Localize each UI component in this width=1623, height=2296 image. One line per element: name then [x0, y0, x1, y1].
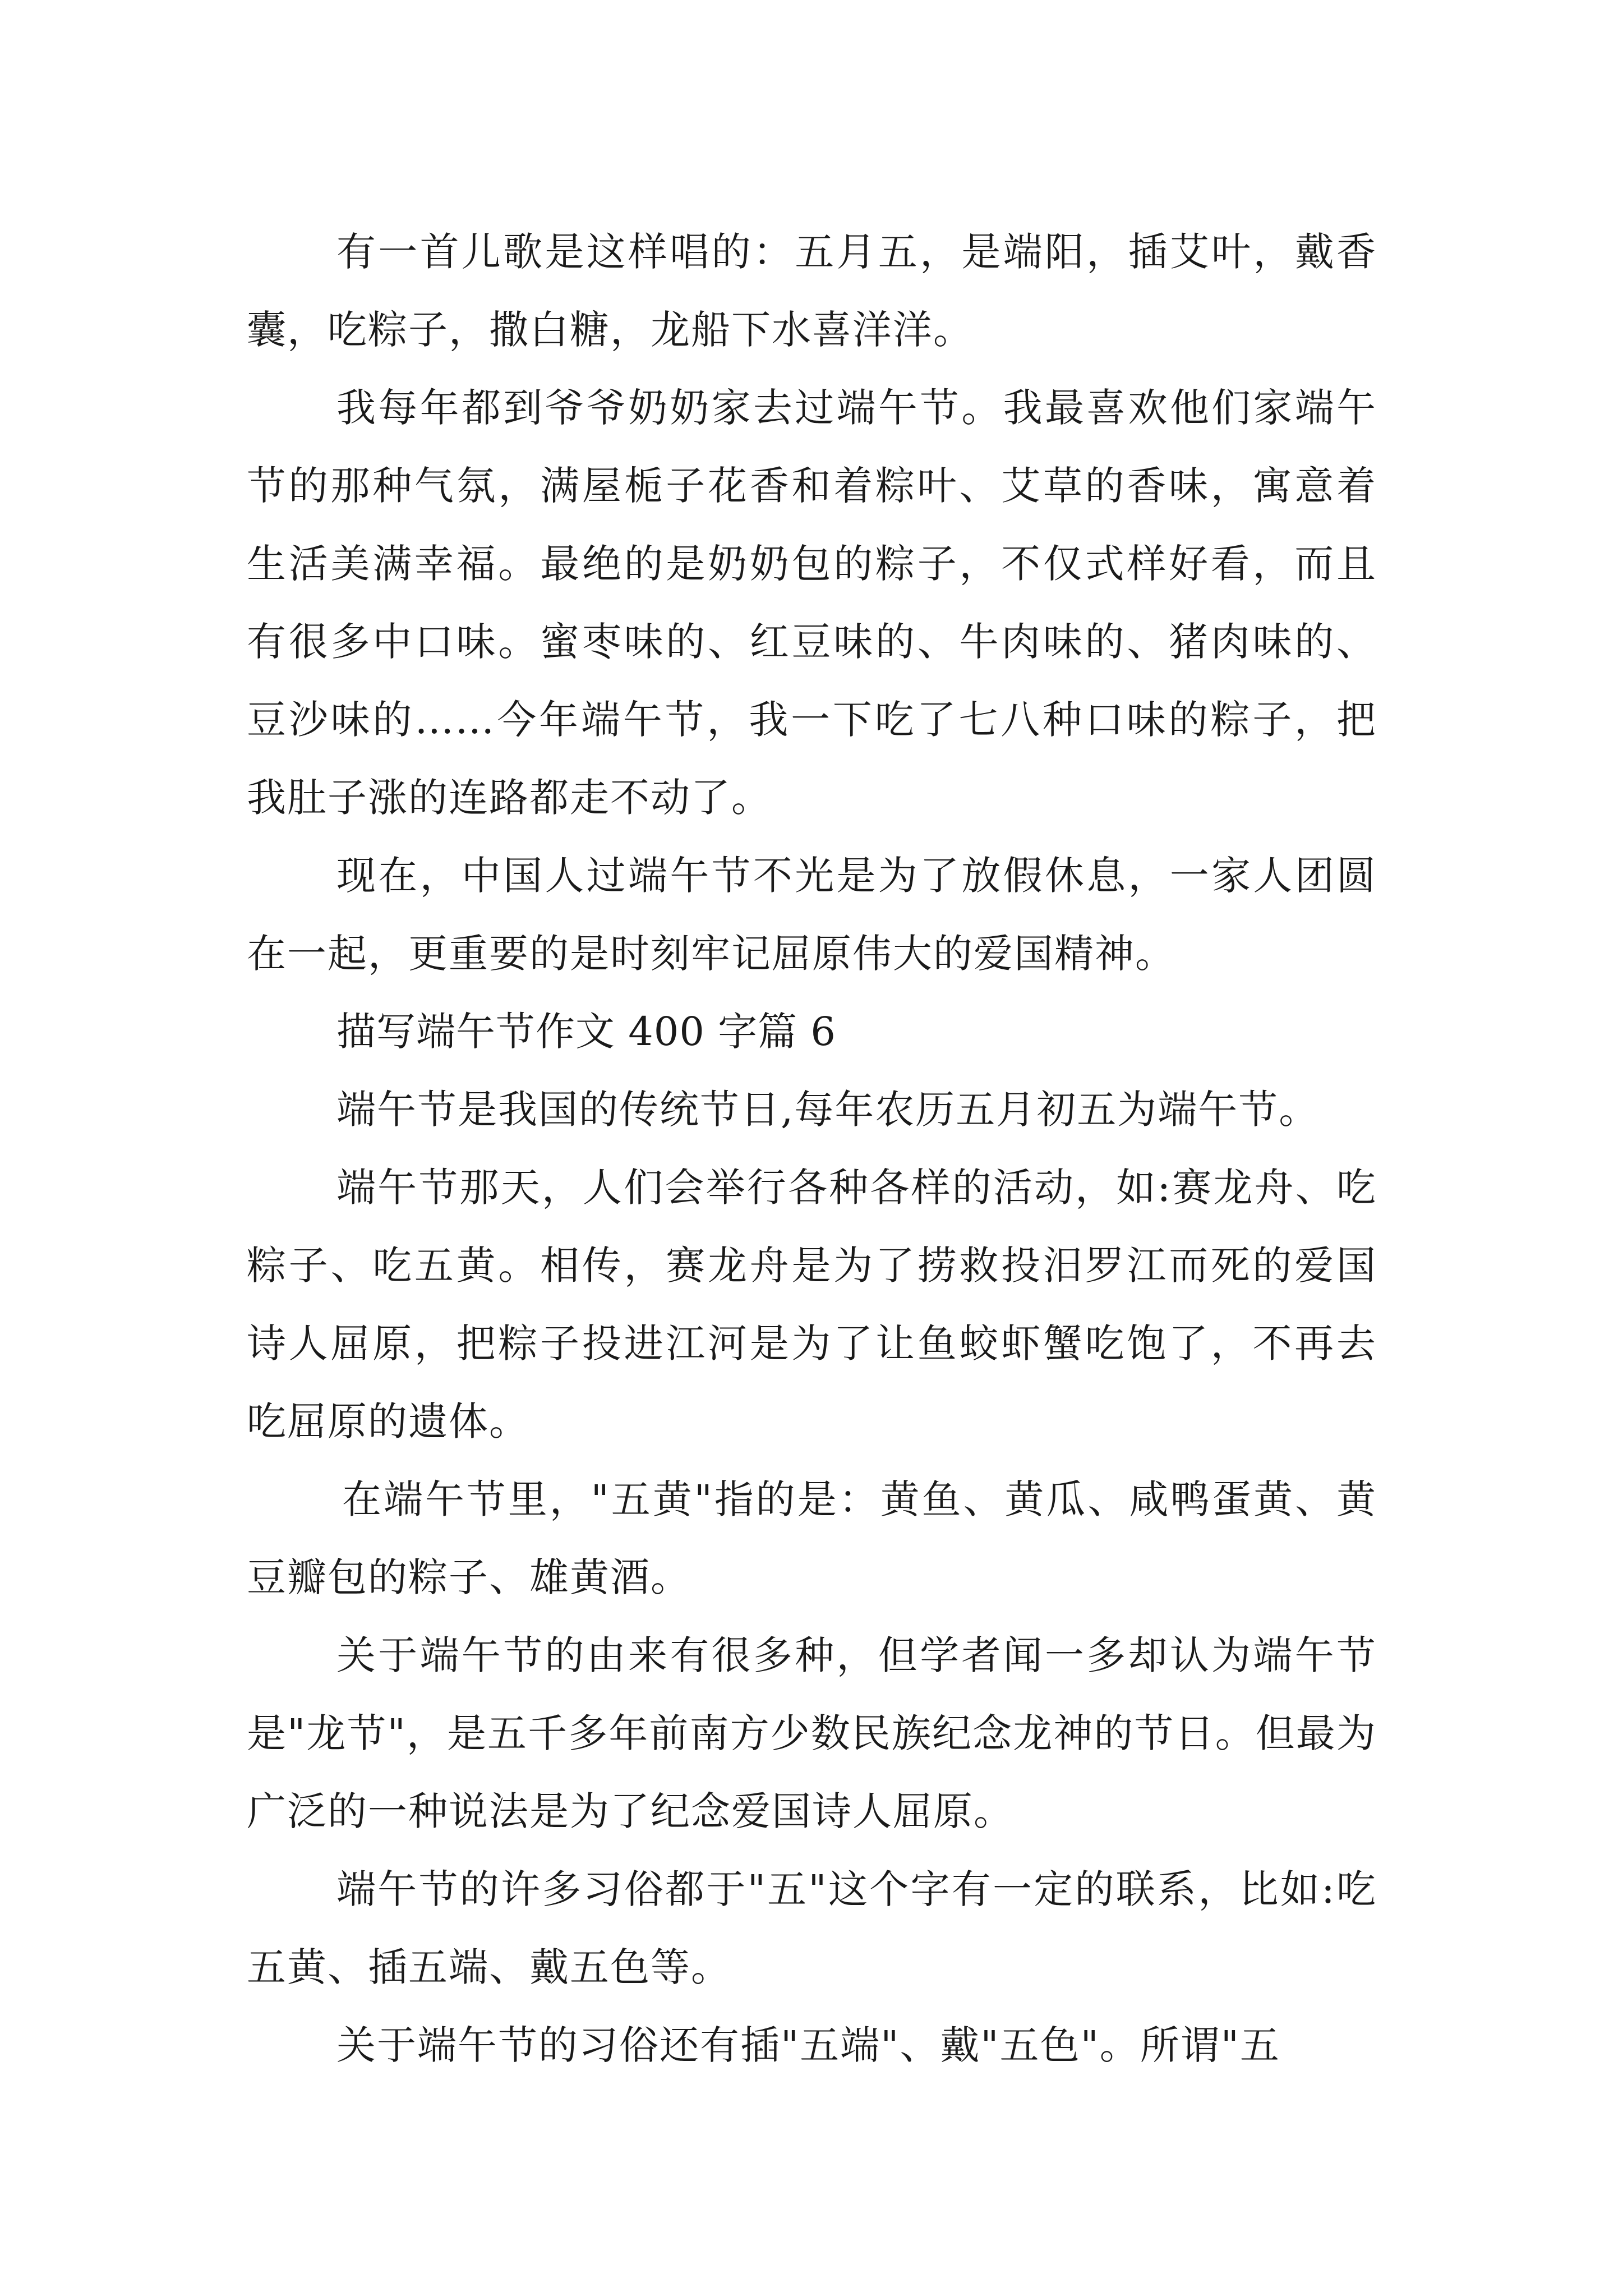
paragraph-patriotic-spirit: 现在，中国人过端午节不光是为了放假休息，一家人团圆在一起，更重要的是时刻牢记屈原伟大的爱国精神。	[247, 853, 1377, 977]
paragraph-five-customs: 端午节的许多习俗都于"五"这个字有一定的联系，比如:吃五黄、插五端、戴五色等。	[247, 1866, 1377, 1990]
paragraph-grandparents-home: 我每年都到爷爷奶奶家去过端午节。我最喜欢他们家端午节的那种气氛，满屋栀子花香和着粽叶、艾草的香味，寓意着生活美满幸福。最绝的是奶奶包的粽子，不仅式样好看，而且有很多中口味。蜜枣味的、红豆味的、牛肉味的、猪肉味的、豆沙味的……今年端午节，我一下吃了七八种口味的粽子，把我肚子涨的连路都走不动了。	[247, 385, 1377, 821]
paragraph-activities: 端午节那天，人们会举行各种各样的活动，如:赛龙舟、吃粽子、吃五黄。相传，赛龙舟是为了捞救投汨罗江而死的爱国诗人屈原，把粽子投进江河是为了让鱼蛟虾蟹吃饱了，不再去吃屈原的遗体。	[247, 1165, 1377, 1444]
paragraph-origin: 关于端午节的由来有很多种，但学者闻一多却认为端午节是"龙节"，是五千多年前南方少数民族纪念龙神的节日。但最为广泛的一种说法是为了纪念爱国诗人屈原。	[247, 1632, 1377, 1834]
document-body	[247, 213, 1377, 2085]
section-heading: 描写端午节作文 400 字篇 6	[336, 1009, 836, 1055]
paragraph-five-ends: 关于端午节的习俗还有插"五端"、戴"五色"。所谓"五	[336, 2022, 1280, 2068]
paragraph-five-yellows: 在端午节里，"五黄"指的是：黄鱼、黄瓜、咸鸭蛋黄、黄豆瓣包的粽子、雄黄酒。	[247, 1476, 1377, 1600]
paragraph-children-song: 有一首儿歌是这样唱的：五月五，是端阳，插艾叶，戴香囊，吃粽子，撒白糖，龙船下水喜洋洋。	[247, 229, 1377, 353]
paragraph-traditional-festival: 端午节是我国的传统节日,每年农历五月初五为端午节。	[336, 1087, 1320, 1133]
